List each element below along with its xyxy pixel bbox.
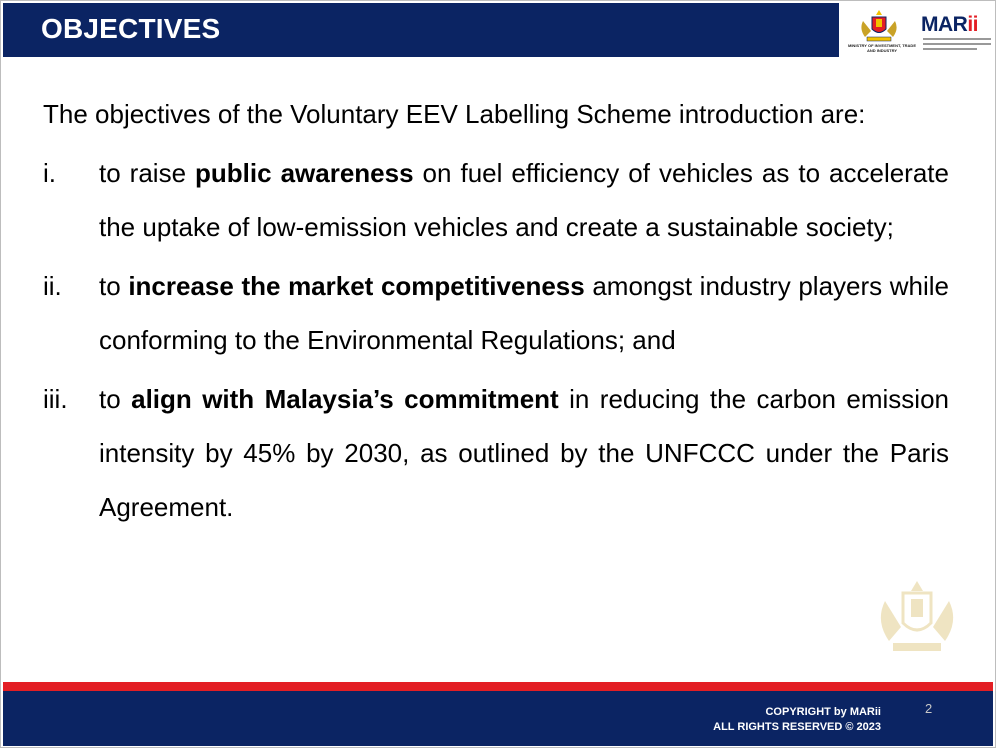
item-text-pre: to [99,384,132,414]
item-text-post: in reducing the carbon emission intensity by 45% by 2030, as outlined by the UNFCCC under the Paris Agreement. [99,384,949,522]
item-number: iii. [43,384,68,414]
item-text-bold: public awareness [195,158,414,188]
item-text-bold: increase the market competitiveness [128,271,585,301]
coat-of-arms-watermark-icon [867,579,967,659]
item-text-bold: align with Malaysia’s commitment [131,384,559,414]
marii-tagline [923,38,991,50]
marii-logo: MARii [921,13,978,36]
copyright-notice [713,705,881,735]
slide-title: OBJECTIVES [41,13,221,44]
page-number: 2 [925,701,933,716]
objective-item [43,259,949,367]
logo-area [841,3,993,57]
title-bar [3,3,839,57]
objective-item [43,146,949,254]
slide-body [43,87,949,534]
item-number: i. [43,158,56,188]
intro-paragraph: The objectives of the Voluntary EEV Labelling Scheme introduction are: [43,99,866,129]
copyright-line-1: COPYRIGHT by MARii [765,706,881,718]
footer-bar [3,691,993,746]
footer-red-stripe [3,682,993,691]
item-text-post: amongst industry players while conforming to the Environmental Regulations; and [99,271,950,355]
item-text-pre: to [99,271,129,301]
malaysia-coat-of-arms-icon [855,9,903,45]
item-number: ii. [43,271,62,301]
copyright-line-2: ALL RIGHTS RESERVED © 2023 [713,721,881,733]
objective-item [43,372,949,534]
item-text-pre: to raise [99,158,196,188]
ministry-caption: MINISTRY OF INVESTMENT, TRADE AND INDUSTRY [847,43,916,53]
item-text-post: on fuel efficiency of vehicles as to accelerate the uptake of low-emission vehicles and create a sustainable society; [99,158,949,242]
